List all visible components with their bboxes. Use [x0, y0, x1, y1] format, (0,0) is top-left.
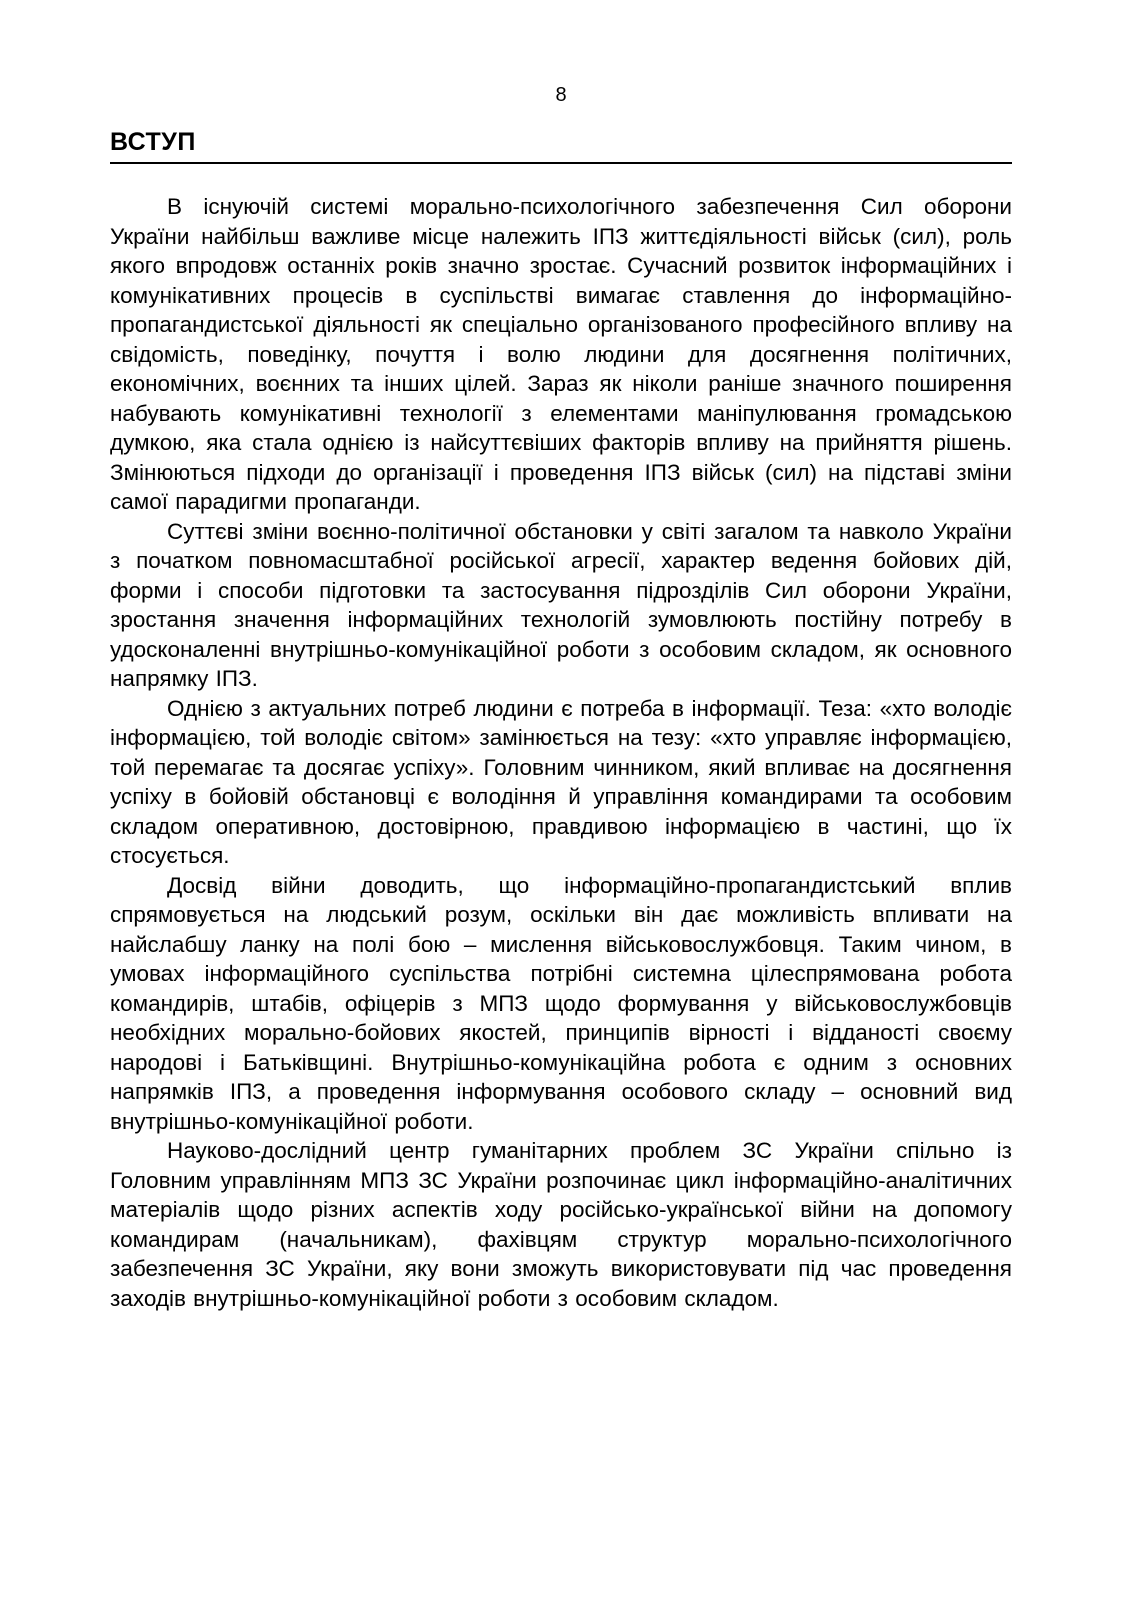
section-heading-block — [110, 128, 1012, 164]
paragraph-1: В існуючій системі морально-психологічного забезпечення Сил оборони України найбільш важливе місце належить ІПЗ життєдіяльності військ (сил), роль якого впродовж останніх років значно зростає. Сучасний розвиток інформаційних і комунікативних процесів в суспільстві вимагає ставлення до інформаційно-пропагандистської діяльності як спеціально організованого професійного впливу на свідомість, поведінку, почуття і волю людини для досягнення політичних, економічних, воєнних та інших цілей. Зараз як ніколи раніше значного поширення набувають комунікативні технології з елементами маніпулювання громадською думкою, яка стала однією із найсуттєвіших факторів впливу на прийняття рішень. Змінюються підходи до організації і проведення ІПЗ військ (сил) на підставі зміни самої парадигми пропаганди. — [110, 194, 1012, 514]
section-heading: ВСТУП — [110, 128, 196, 156]
document-body — [110, 192, 1012, 1313]
paragraph-5: Науково-дослідний центр гуманітарних проблем ЗС України спільно із Головним управлінням МПЗ ЗС України розпочинає цикл інформаційно-аналітичних матеріалів щодо різних аспектів ходу російсько-української війни на допомогу командирам (начальникам), фахівцям структур морально-психологічного забезпечення ЗС України, яку вони зможуть використовувати під час проведення заходів внутрішньо-комунікаційної роботи з особовим складом. — [110, 1138, 1012, 1311]
paragraph-3: Однією з актуальних потреб людини є потреба в інформації. Теза: «хто володіє інформацією, той володіє світом» замінюється на тезу: «хто управляє інформацією, той перемагає та досягає успіху». Головним чинником, який впливає на досягнення успіху в бойовій обстановці є володіння й управління командирами та особовим складом оперативною, достовірною, правдивою інформацією в частині, що їх стосується. — [110, 695, 1012, 868]
paragraph-4: Досвід війни доводить, що інформаційно-пропагандистський вплив спрямовується на людський розум, оскільки він дає можливість впливати на найслабшу ланку на полі бою – мислення військовослужбовця. Таким чином, в умовах інформаційного суспільства потрібні системна цілеспрямована робота командирів, штабів, офіцерів з МПЗ щодо формування у військовослужбовців необхідних морально-бойових якостей, принципів вірності і відданості своєму народові і Батьківщині. Внутрішньо-комунікаційна робота є одним з основних напрямків ІПЗ, а проведення інформування особового складу – основний вид внутрішньо-комунікаційної роботи. — [110, 872, 1012, 1134]
paragraph-2: Суттєві зміни воєнно-політичної обстановки у світі загалом та навколо України з початком повномасштабної російської агресії, характер ведення бойових дій, форми і способи підготовки та застосування підрозділів Сил оборони України, зростання значення інформаційних технологій зумовлюють постійну потребу в удосконаленні внутрішньо-комунікаційної роботи з особовим складом, як основного напрямку ІПЗ. — [110, 518, 1012, 691]
page-number: 8 — [555, 84, 567, 106]
heading-rule — [110, 162, 1012, 164]
